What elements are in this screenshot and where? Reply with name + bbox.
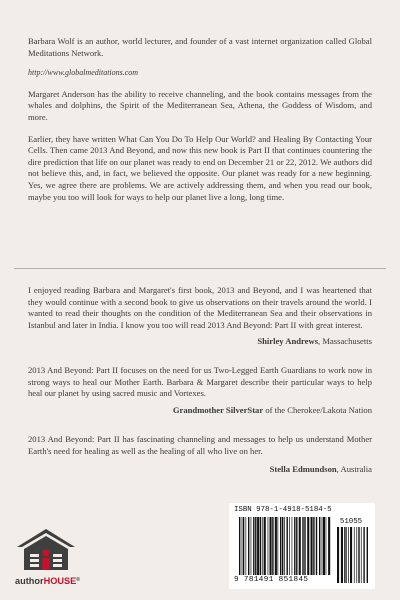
barcode-bar xyxy=(255,517,256,575)
barcode-bar xyxy=(280,517,281,575)
barcode-bar xyxy=(260,517,261,575)
barcode-bar xyxy=(243,517,244,575)
review-text: 2013 And Beyond: Part II has fascinating channeling and messages to help us understand Mother Earth's need for healing as well as the healing of all who live on her. xyxy=(28,434,372,456)
barcode-bar xyxy=(319,517,320,575)
reviewer-place: of the Cherokee/Lakota Nation xyxy=(263,405,372,415)
publisher-name: authorHOUSE® xyxy=(15,576,80,586)
isbn-label: ISBN 978-1-4918-5184-5 xyxy=(234,506,332,514)
house-icon xyxy=(14,528,78,588)
bio-paragraph-3: Earlier, they have written What Can You Do To Help Our World? and Healing By Contacting Your Cells. Then came 2013 And Beyond, and now this new book is Part II that continues countering the dire prediction that life on our planet was ready to end on December 21 or 22, 2012. We authors did not believe this, and, in fact, we believed the opposite. Our planet was ready for a new beginning. Yes, we agree there are problems. We are actively addressing them, and when you read our book, maybe you too will look for ways to help our planet live a long, long time. xyxy=(28,133,372,202)
barcode-bar xyxy=(248,517,249,575)
review-1-attribution xyxy=(257,336,372,346)
barcode-bar xyxy=(302,517,303,575)
barcode-bar xyxy=(294,517,295,575)
review-text: I enjoyed reading Barbara and Margaret's first book, 2013 and Beyond, and I was heartened that they would continue with a second book to give us observations on their travels around the world. I wanted to read their thoughts on the condition of the Mediterranean Sea and their observations in Istanbul and later in India. I know you too will read 2013 And Beyond: Part II with great interest. xyxy=(28,285,372,330)
review-3-attribution xyxy=(270,464,372,474)
barcode-bar xyxy=(282,517,283,575)
barcode-bar xyxy=(313,517,314,575)
barcode-bar xyxy=(272,517,273,575)
barcode-bar xyxy=(253,517,254,575)
review-2 xyxy=(28,365,372,400)
isbn-barcode xyxy=(229,503,375,589)
barcode-bar xyxy=(284,517,285,575)
barcode-bar xyxy=(367,527,368,583)
barcode-bar xyxy=(270,517,272,575)
reviewer-name: Grandmother SilverStar xyxy=(172,405,264,415)
review-1 xyxy=(28,285,372,331)
barcode-bar xyxy=(356,527,357,583)
barcode-bar xyxy=(337,527,339,583)
barcode-bar xyxy=(287,517,288,575)
bio-paragraph-1: Barbara Wolf is an author, world lecturer, and founder of a vast internet organization called Global Meditations Network. xyxy=(28,36,372,58)
barcode-bar xyxy=(350,527,352,583)
barcode-bar xyxy=(296,517,297,575)
barcode-bar xyxy=(341,527,343,583)
barcode-bar xyxy=(344,527,345,583)
review-3 xyxy=(28,434,372,457)
barcode-bar xyxy=(326,517,327,575)
website-url[interactable]: http://www.globalmeditations.com xyxy=(28,68,139,78)
reviewer-name: Shirley Andrews xyxy=(257,336,319,346)
barcode-bar xyxy=(303,517,304,575)
barcode-bar xyxy=(348,527,349,583)
barcode-bar xyxy=(289,517,290,575)
barcode-bar xyxy=(328,517,330,575)
addon-code: 51055 xyxy=(339,518,363,526)
barcode-bar xyxy=(363,527,364,583)
reviewer-name: Stella Edmundson xyxy=(269,464,337,474)
barcode-bar xyxy=(275,517,277,575)
barcode-bar xyxy=(346,527,347,583)
barcode-bar xyxy=(278,517,279,575)
barcode-bar xyxy=(242,517,243,575)
barcode-bar xyxy=(358,527,359,583)
barcode-bar xyxy=(311,517,313,575)
barcode-bar xyxy=(322,517,323,575)
barcode-bar xyxy=(299,517,301,575)
author-bio xyxy=(28,36,372,203)
barcode-bar xyxy=(268,517,269,575)
reviewer-place: , Australia xyxy=(336,464,372,474)
reviewer-place: , Massachusetts xyxy=(318,336,372,346)
barcode-bar xyxy=(262,517,263,575)
review-2-attribution xyxy=(173,405,372,415)
review-text: 2013 And Beyond: Part II focuses on the need for us Two-Legged Earth Guardians to work now in strong ways to heal our Mother Earth. Barbara & Margaret describe their particular ways to help heal our planet by using sacred music and Vortexes. xyxy=(28,365,372,399)
barcode-bar xyxy=(246,517,247,575)
barcode-bar xyxy=(316,517,317,575)
ean-number: 9 781491 851845 xyxy=(234,576,309,584)
barcode-bar xyxy=(307,517,309,575)
barcode-bar xyxy=(257,517,259,575)
barcode-bar xyxy=(361,527,362,583)
barcode-bar xyxy=(251,517,252,575)
barcode-bar xyxy=(292,517,293,575)
barcode-bar xyxy=(264,517,266,575)
section-divider xyxy=(14,268,386,269)
publisher-logo xyxy=(14,528,78,588)
bio-paragraph-2: Margaret Anderson has the ability to receive channeling, and the book contains messages from the whales and dolphins, the Spirit of the Mediterranean Sea, Athena, the Goddess of Wisdom, and more. xyxy=(28,88,372,122)
barcode-bar xyxy=(305,517,306,575)
barcode-bar xyxy=(239,517,240,575)
barcode-bar xyxy=(354,527,355,583)
barcode-bar xyxy=(323,517,325,575)
